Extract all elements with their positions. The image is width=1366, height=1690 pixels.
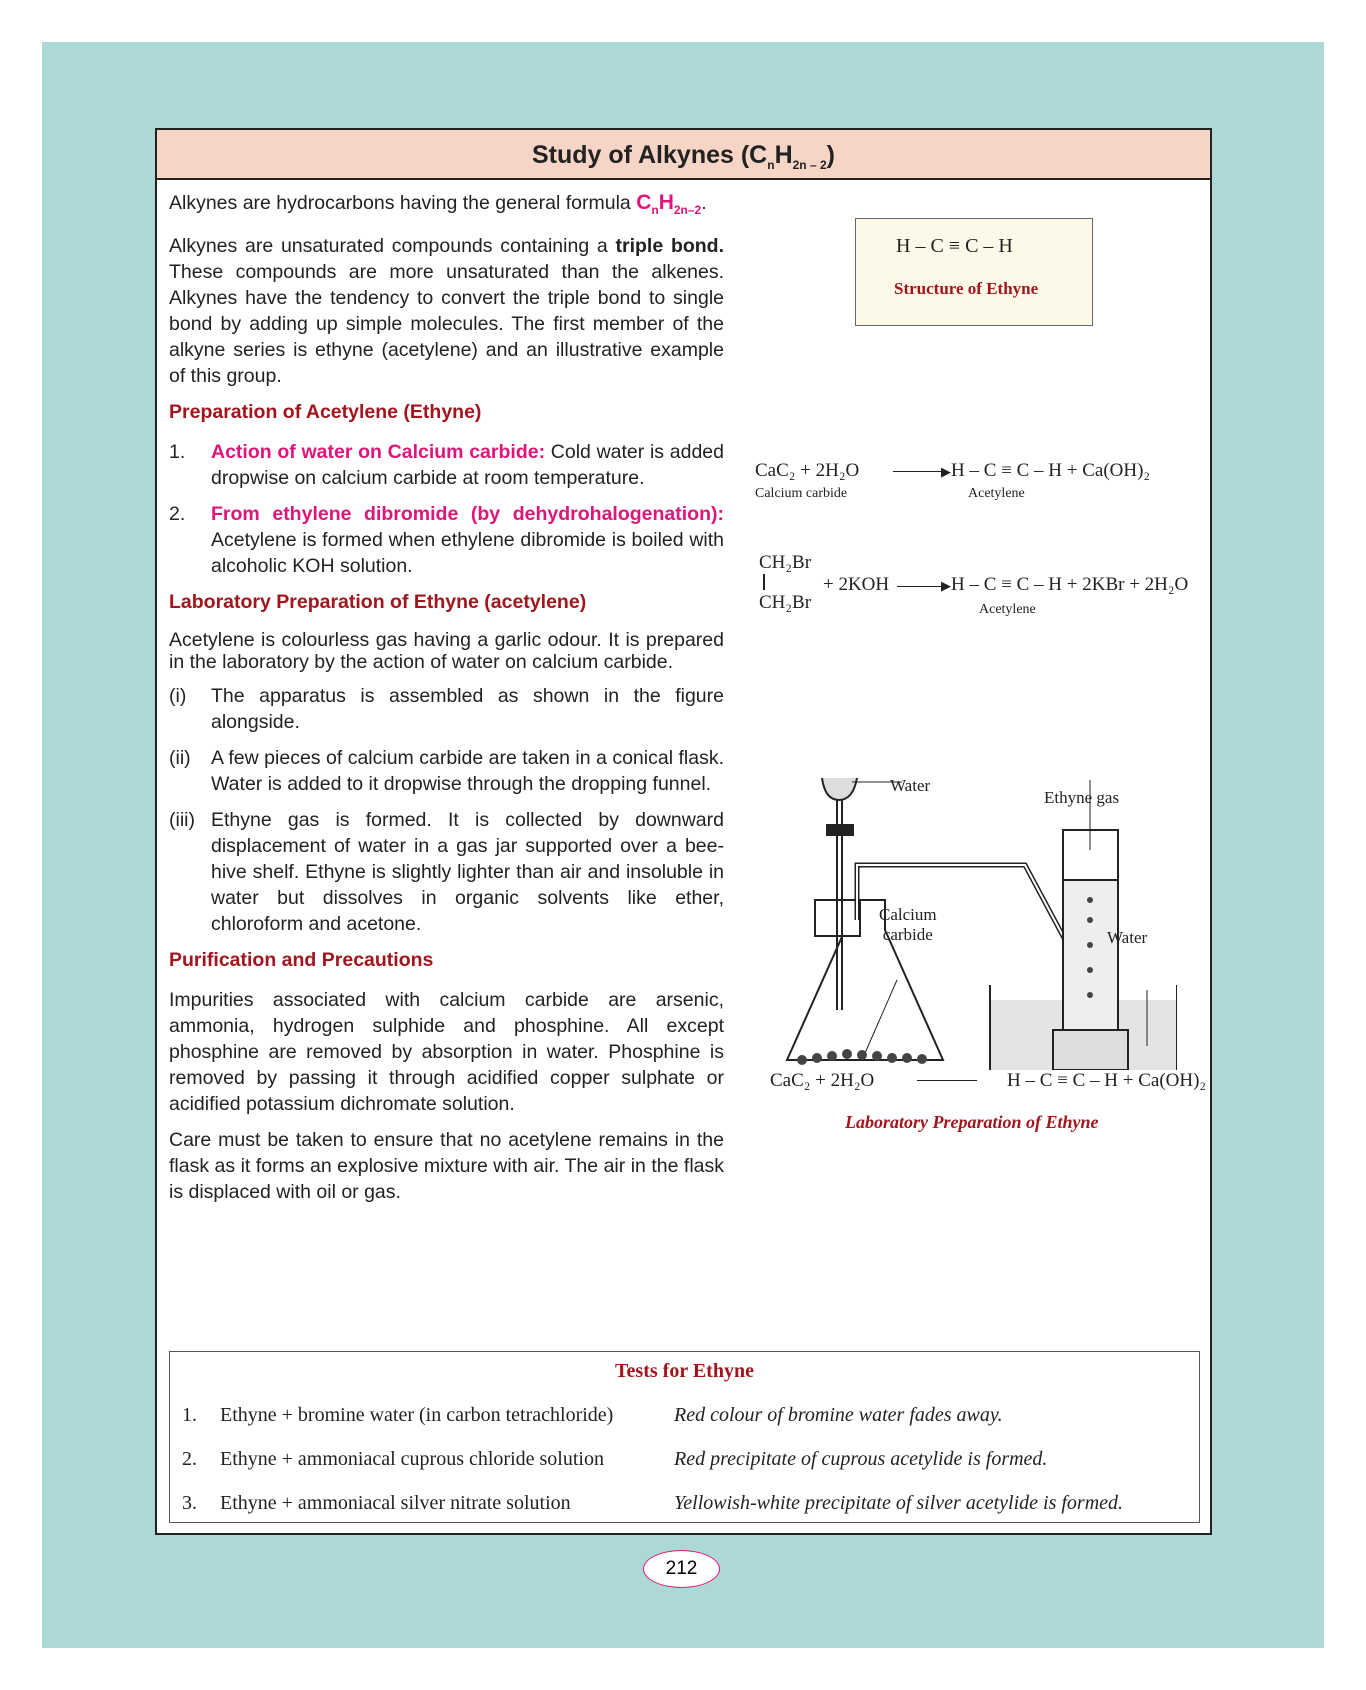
page-number: 212: [643, 1550, 720, 1588]
arrow-icon: [897, 586, 945, 587]
table-row: 3. Ethyne + ammoniacal silver nitrate solution Yellowish-white precipitate of silver acetylide is formed.: [182, 1492, 1124, 1514]
label-ethyne-gas: Ethyne gas: [1044, 788, 1120, 807]
tests-title: Tests for Ethyne: [615, 1360, 754, 1382]
table-row: 1. Ethyne + bromine water (in carbon tetrachloride) Red colour of bromine water fades away.: [182, 1404, 1003, 1426]
ethyne-formula: H – C ≡ C – H: [896, 235, 1013, 257]
diagram-caption: Laboratory Preparation of Ethyne: [845, 1112, 1099, 1132]
lab-heading: Laboratory Preparation of Ethyne (acetylene): [169, 591, 587, 614]
left-column: [169, 190, 724, 1215]
intro-paragraph: Alkynes are hydrocarbons having the general formula $C_nH_{2n-2}$.: [169, 191, 707, 218]
arrow-icon: [917, 1080, 977, 1081]
equation-1: CaC₂ + 2H₂O ▶ H – C ≡ C – H + Ca(OH)₂ Calcium carbide Acetylene: [755, 460, 1151, 501]
structure-caption: Structure of Ethyne: [894, 279, 1039, 298]
lab-step: (i) The apparatus is assembled as shown in the figure alongside.: [169, 685, 724, 734]
prep-item: 2. From ethylene dibromide (by dehydrohalogenation): Acetylene is formed when ethylene dibromide is boiled with alcoholic KOH solution.: [169, 503, 724, 578]
unsaturated-paragraph: Alkynes are unsaturated compounds containing a triple bond. These compounds are more unsaturated than the alkenes. Alkynes have the tendency to convert the triple bond to single bond by adding up simple molecules. The first member of the alkyne series is ethyne (acetylene) and an illustrative example of this group.: [169, 235, 725, 388]
page-title: Study of Alkynes $(C_nH_{2n - 2})$: [157, 130, 1210, 180]
prep-item: 1. Action of water on Calcium carbide: Cold water is added dropwise on calcium carbide at room temperature.: [169, 441, 724, 490]
diagram-equation-rhs: H – C ≡ C – H + Ca(OH)₂: [1007, 1070, 1207, 1091]
purification-paragraph: Impurities associated with calcium carbide are arsenic, ammonia, hydrogen sulphide and phosphine. All except phosphine are removed by absorption in water. Phosphine is removed by passing it through acidified copper sulphate or acidified potassium dichromate solution.: [169, 989, 724, 1116]
equation-2: CH₂Br CH₂Br + 2KOH ▶ H – C ≡ C – H + 2KBr + 2H₂O Acetylene: [759, 552, 1189, 617]
lab-apparatus-diagram: [757, 770, 1177, 1070]
textbook-page: [155, 128, 1212, 1535]
label-calcium-carbide: Calcium carbide: [879, 905, 937, 944]
purification-heading: Purification and Precautions: [169, 949, 434, 972]
tests-table: [169, 1351, 1200, 1523]
table-row: 2. Ethyne + ammoniacal cuprous chloride solution Red precipitate of cuprous acetylide is formed.: [182, 1448, 1048, 1470]
label-water-funnel: Water: [890, 776, 931, 795]
label-water-trough: Water: [1107, 928, 1148, 947]
prep-heading: Preparation of Acetylene (Ethyne): [169, 401, 482, 424]
lab-step: (ii) A few pieces of calcium carbide are taken in a conical flask. Water is added to it dropwise through the dropping funnel.: [169, 747, 724, 796]
diagram-equation-lhs: CaC₂ + 2H₂O: [770, 1070, 875, 1091]
care-paragraph: Care must be taken to ensure that no acetylene remains in the flask as it forms an explosive mixture with air. The air in the flask is displaced with oil or gas.: [169, 1129, 724, 1204]
arrow-icon: [893, 471, 945, 472]
lab-step: (iii) Ethyne gas is formed. It is collected by downward displacement of water in a gas jar supported over a bee-hive shelf. Ethyne is slightly lighter than air and insoluble in water but dissolves in organic solvents like ether, chloroform and acetone.: [169, 809, 724, 936]
structure-box: [855, 218, 1093, 326]
lab-paragraph: Acetylene is colourless gas having a garlic odour. It is prepared in the laboratory by the action of water on calcium carbide.: [169, 629, 724, 674]
